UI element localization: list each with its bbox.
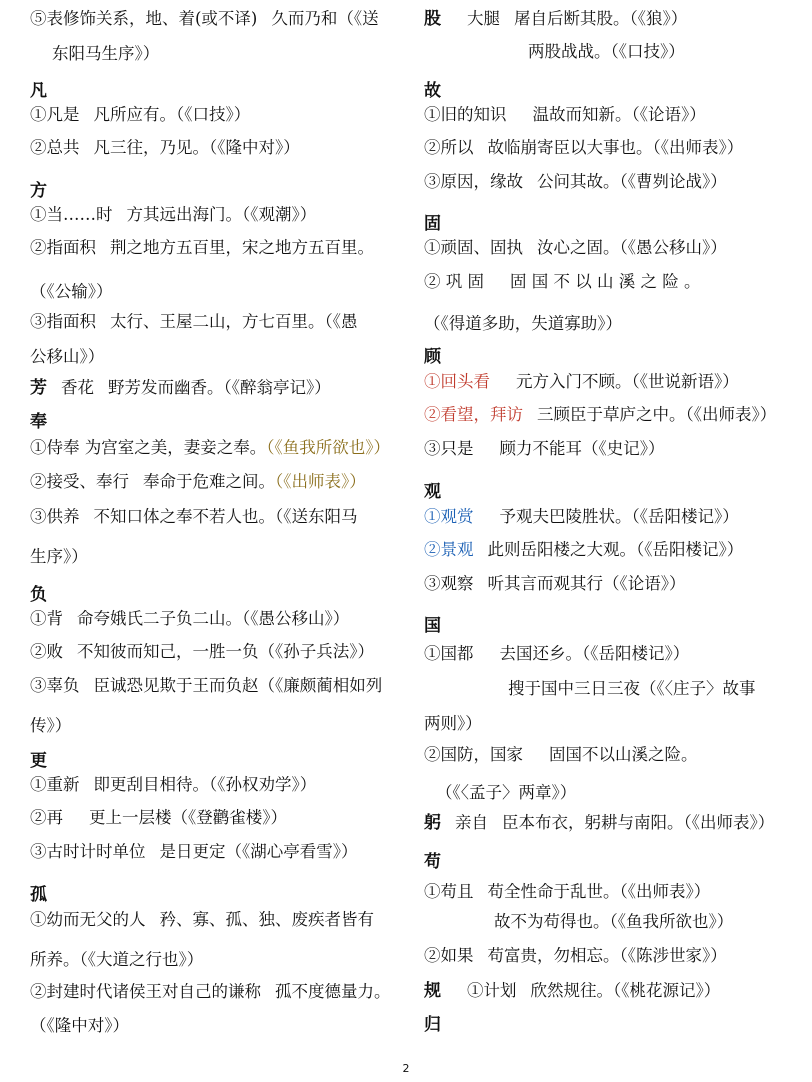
entry-line: ②如果 苟富贵，勿相忘。（《陈涉世家》） [424, 946, 727, 965]
char-heading-feng: 奉 [30, 412, 47, 432]
page-number: 2 [402, 1062, 410, 1075]
char-heading-gu: 孤 [30, 885, 47, 905]
entry-line: 生序》） [30, 547, 88, 566]
char-heading-fang2: 芳 [30, 378, 47, 398]
entry-line: ③观察 听其言而观其行（《论语》） [424, 574, 686, 593]
entry-line: 公移山》） [30, 347, 105, 366]
entry-line: 东阳马生序》） [52, 44, 160, 63]
char-heading-gui: 规 [424, 981, 441, 1001]
entry-line: ⑤表修饰关系，地、着(或不译) 久而乃和（《送 [30, 9, 379, 28]
entry-line: 芳 香花 野芳发而幽香。（《醉翁亭记》） [30, 378, 331, 398]
char-heading-gu6: 顾 [424, 347, 441, 367]
char-heading-gu5: 固 [424, 214, 441, 234]
entry-line: 两则》） [424, 714, 482, 733]
entry-line: ②景观 此则岳阳楼之大观。（《岳阳楼记》） [424, 540, 744, 559]
entry-line: 躬 亲自 臣本布衣，躬耕与南阳。（《出师表》） [424, 813, 775, 833]
entry-line: ②看望，拜访 三顾臣于草庐之中。（《出师表》） [424, 405, 777, 424]
entry-line: 搜于国中三日三夜（《〈庄子〉故事 [508, 679, 756, 698]
entry-line: 传》） [30, 716, 72, 735]
entry-line: ③原因，缘故 公问其故。（《曹刿论战》） [424, 172, 727, 191]
char-heading-gu4: 故 [424, 81, 441, 101]
entry-line: ①凡是 凡所应有。（《口技》） [30, 105, 251, 124]
entry-line: ②败 不知彼而知己，一胜一负（《孙子兵法》） [30, 642, 374, 661]
char-heading-geng: 更 [30, 751, 47, 771]
entry-line: 规 ①计划 欣然规往。（《桃花源记》） [424, 981, 721, 1001]
entry-line: ②指面积 荆之地方五百里，宋之地方五百里。 [30, 238, 374, 257]
entry-line: （《公输》） [30, 282, 113, 301]
entry-line: ①旧的知识 温故而知新。（《论语》） [424, 105, 706, 124]
entry-line: ②接受、奉行 奉命于危难之间。（《出师表》） [30, 472, 366, 491]
entry-line: （《〈孟子〉两章》） [436, 783, 577, 802]
entry-line: ② 巩 固 固 国 不 以 山 溪 之 险 。 [424, 272, 701, 291]
char-heading-gong: 躬 [424, 813, 441, 833]
char-heading-guan: 观 [424, 482, 441, 502]
entry-line: ①背 命夸娥氏二子负二山。（《愚公移山》） [30, 609, 350, 628]
entry-line: 两股战战。（《口技》） [528, 42, 685, 61]
entry-line: （《得道多助，失道寡助》） [424, 314, 622, 333]
entry-line: ①侍奉 为宫室之美，妻妾之奉。（《鱼我所欲也》） [30, 438, 390, 457]
char-heading-gui2: 归 [424, 1015, 441, 1035]
entry-line: ①当……时 方其远出海门。（《观潮》） [30, 205, 317, 224]
entry-line: ③古时计时单位 是日更定（《湖心亭看雪》） [30, 842, 358, 861]
entry-line: ①苟且 苟全性命于乱世。（《出师表》） [424, 882, 711, 901]
entry-line: ②再 更上一层楼（《登鹳雀楼》） [30, 808, 287, 827]
char-heading-gou: 苟 [424, 852, 441, 872]
entry-line: ③只是 顾力不能耳（《史记》） [424, 439, 665, 458]
entry-line: ①幼而无父的人 矜、寡、孤、独、废疾者皆有 [30, 910, 374, 929]
entry-line: ①国都 去国还乡。（《岳阳楼记》） [424, 644, 690, 663]
char-heading-fang: 方 [30, 181, 47, 201]
entry-line: ②总共 凡三往，乃见。（《隆中对》） [30, 138, 300, 157]
entry-line: 所养。（《大道之行也》） [30, 950, 204, 969]
entry-line: ②国防，国家 固国不以山溪之险。 [424, 745, 698, 764]
entry-line: （《隆中对》） [30, 1016, 129, 1035]
entry-line: 故不为苟得也。（《鱼我所欲也》） [494, 912, 734, 931]
char-heading-gu3: 股 [424, 9, 441, 29]
entry-line: ①重新 即更刮目相待。（《孙权劝学》） [30, 775, 317, 794]
entry-line: ③辜负 臣诚恐见欺于王而负赵（《廉颇蔺相如列 [30, 676, 383, 695]
entry-line: 股 大腿 屠自后断其股。（《狼》） [424, 9, 688, 29]
entry-line: ①回头看 元方入门不顾。（《世说新语》） [424, 372, 739, 391]
entry-line: ②封建时代诸侯王对自己的谦称 孤不度德量力。 [30, 982, 391, 1001]
char-heading-fu: 负 [30, 585, 47, 605]
char-heading-fan: 凡 [30, 81, 47, 101]
char-heading-guo: 国 [424, 616, 441, 636]
entry-line: ①顽固、固执 汝心之固。（《愚公移山》） [424, 238, 727, 257]
entry-line: ③供养 不知口体之奉不若人也。（《送东阳马 [30, 507, 358, 526]
entry-line: ③指面积 太行、王屋二山，方七百里。（《愚 [30, 312, 358, 331]
entry-line: ①观赏 予观夫巴陵胜状。（《岳阳楼记》） [424, 507, 739, 526]
entry-line: ②所以 故临崩寄臣以大事也。（《出师表》） [424, 138, 744, 157]
